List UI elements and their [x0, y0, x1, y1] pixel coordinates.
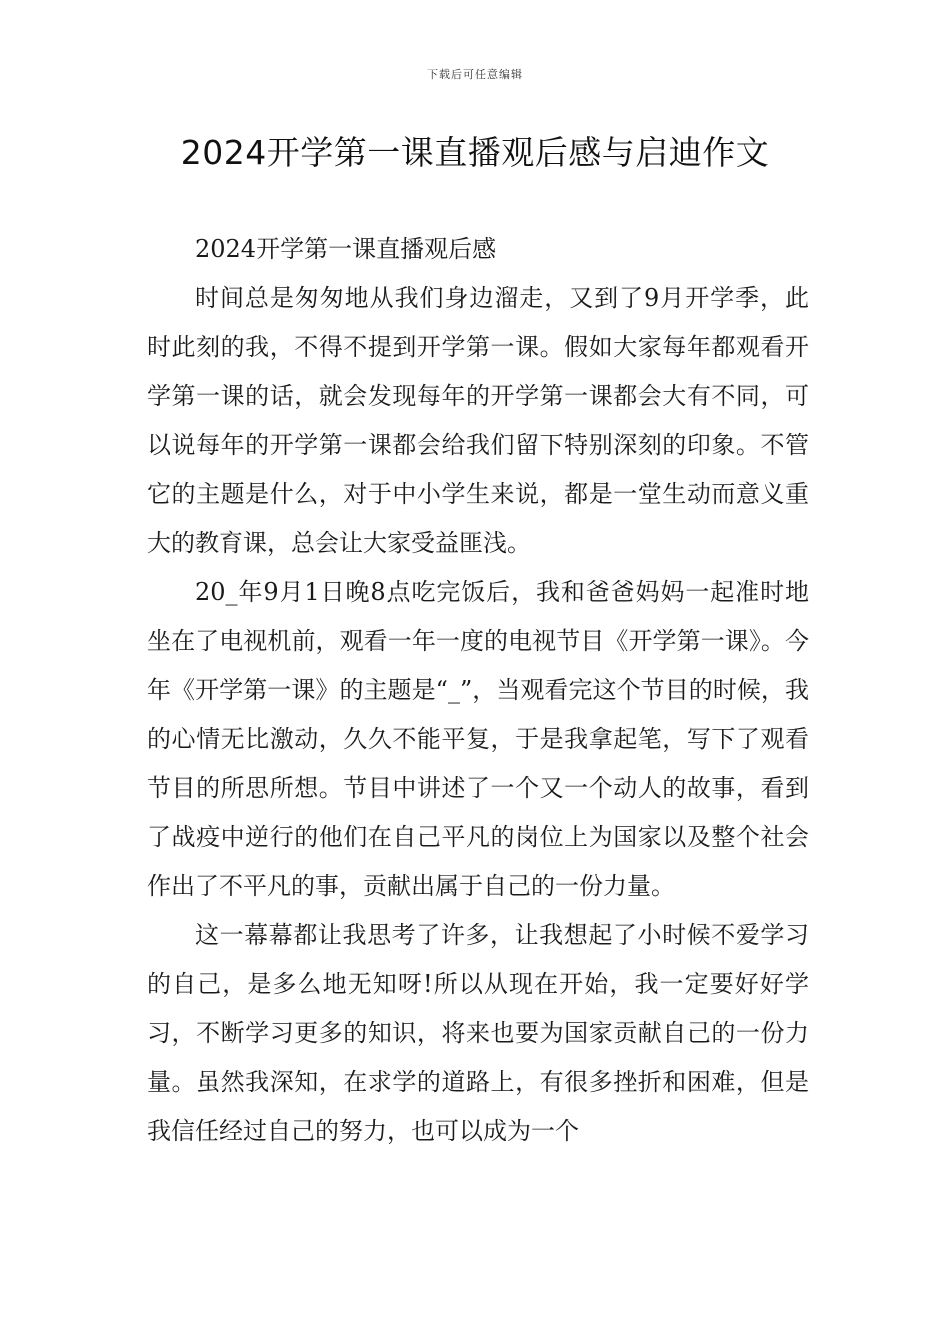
paragraph-2: 20_年9月1日晚8点吃完饭后，我和爸爸妈妈一起准时地坐在了电视机前，观看一年一度的电视节目《开学第一课》。今年《开学第一课》的主题是“_”，当观看完这个节目的时候，我的心情无比激动，久久不能平复，于是我拿起笔，写下了观看节目的所思所想。节目中讲述了一个又一个动人的故事，看到了战疫中逆行的他们在自己平凡的岗位上为国家以及整个社会作出了不平凡的事，贡献出属于自己的一份力量。 [147, 578, 809, 900]
header-note: 下载后可任意编辑 [427, 68, 523, 81]
document-title: 2024开学第一课直播观后感与启迪作文 [180, 133, 770, 172]
paragraph-1: 时间总是匆匆地从我们身边溜走，又到了9月开学季，此时此刻的我，不得不提到开学第一课。假如大家每年都观看开学第一课的话，就会发现每年的开学第一课都会大有不同，可以说每年的开学第一课都会给我们留下特别深刻的印象。不管它的主题是什么，对于中小学生来说，都是一堂生动而意义重大的教育课，总会让大家受益匪浅。 [147, 284, 809, 557]
paragraph-3: 这一幕幕都让我思考了许多，让我想起了小时候不爱学习的自己，是多么地无知呀!所以从现在开始，我一定要好好学习，不断学习更多的知识，将来也要为国家贡献自己的一份力量。虽然我深知，在求学的道路上，有很多挫折和困难，但是我信任经过自己的努力，也可以成为一个 [147, 921, 809, 1145]
section-subheading: 2024开学第一课直播观后感 [195, 235, 497, 263]
document-body [147, 225, 809, 1156]
